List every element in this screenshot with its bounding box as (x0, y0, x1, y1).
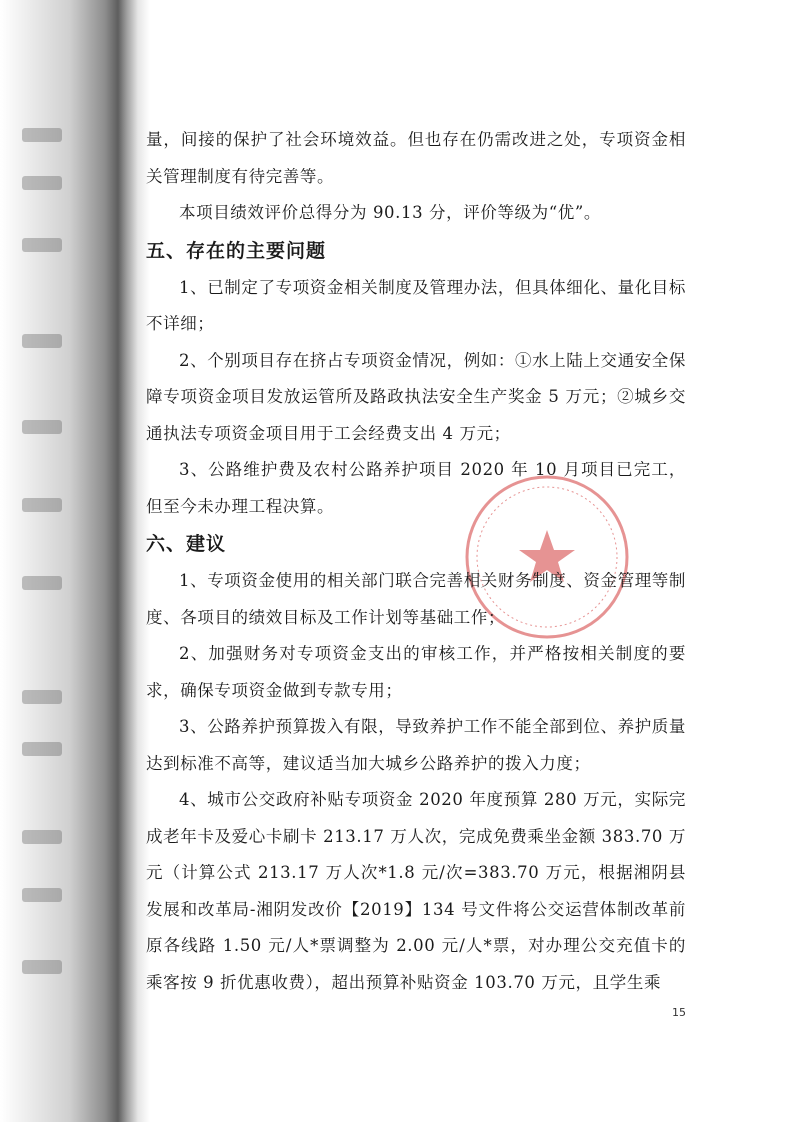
section-heading-suggestions: 六、建议 (146, 533, 227, 555)
bleed-through-mark (22, 128, 62, 142)
paragraph-continued: 量，间接的保护了社会环境效益。但也存在仍需改进之处，专项资金相关管理制度有待完善等。 (146, 130, 686, 186)
binding-shadow (0, 0, 150, 1122)
bleed-through-mark (22, 176, 62, 190)
bleed-through-mark (22, 576, 62, 590)
bleed-through-mark (22, 420, 62, 434)
suggestion-item-2: 2、加强财务对专项资金支出的审核工作，并严格按相关制度的要求，确保专项资金做到专款专用； (146, 644, 686, 700)
section-heading-problems: 五、存在的主要问题 (146, 239, 327, 262)
paragraph-score: 本项目绩效评价总得分为 90.13 分，评价等级为“优”。 (179, 203, 601, 222)
bleed-through-mark (22, 742, 62, 756)
bleed-through-mark (22, 960, 62, 974)
document-body (146, 122, 686, 1001)
bleed-through-mark (22, 334, 62, 348)
problem-item-3: 3、公路维护费及农村公路养护项目 2020 年 10 月项目已完工，但至今未办理工程决算。 (146, 460, 686, 516)
suggestion-item-1: 1、专项资金使用的相关部门联合完善相关财务制度、资金管理等制度、各项目的绩效目标及工作计划等基础工作； (146, 571, 686, 627)
page-number: 15 (672, 1006, 686, 1019)
bleed-through-mark (22, 690, 62, 704)
bleed-through-mark (22, 238, 62, 252)
suggestion-item-4: 4、城市公交政府补贴专项资金 2020 年度预算 280 万元，实际完成老年卡及爱心卡刷卡 213.17 万人次，完成免费乘坐金额 383.70 万元（计算公式 213.17 万人次*1.8 元/次=383.70 万元，根据湘阴县发展和改革局-湘阴发改价【2019】134 号文件将公交运营体制改革前原各线路 1.50 元/人*票调整为 2.00 元/人*票，对办理公交充值卡的乘客按 9 折优惠收费），超出预算补贴资金 103.70 万元，且学生乘 (146, 790, 686, 992)
problem-item-1: 1、已制定了专项资金相关制度及管理办法，但具体细化、量化目标不详细； (146, 277, 686, 333)
problem-item-2: 2、个别项目存在挤占专项资金情况，例如：①水上陆上交通安全保障专项资金项目发放运管所及路政执法安全生产奖金 5 万元；②城乡交通执法专项资金项目用于工会经费支出 4 万元； (146, 350, 686, 443)
bleed-through-mark (22, 498, 62, 512)
bleed-through-mark (22, 830, 62, 844)
bleed-through-mark (22, 888, 62, 902)
suggestion-item-3: 3、公路养护预算拨入有限，导致养护工作不能全部到位、养护质量达到标准不高等，建议适当加大城乡公路养护的拨入力度； (146, 717, 686, 773)
